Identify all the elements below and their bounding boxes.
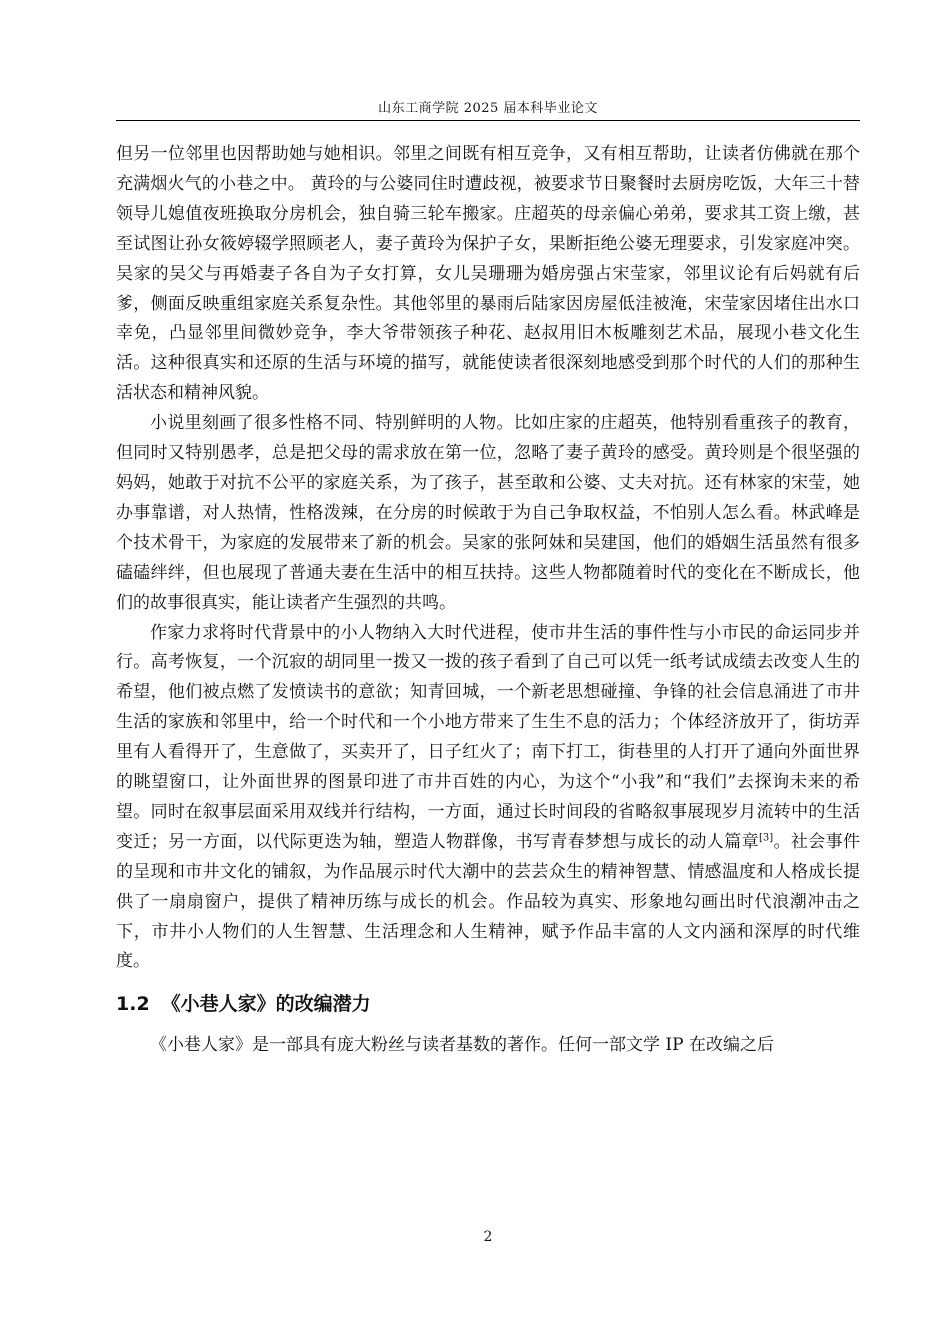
paragraph-text-part: 作家力求将时代背景中的小人物纳入大时代进程，使市井生活的事件性与小市民的命运同步并行。高考恢复，一个沉寂的胡同里一拨又一拨的孩子看到了自己可以凭一纸考试成绩去改变人生的希望，他们被点燃了发愤读书的意欲；知青回城，一个新老思想碰撞、争锋的社会信息涌进了市井生活的家族和邻里中，给一个时代和一个小地方带来了生生不息的活力；个体经济放开了，街坊弄里有人看得开了，生意做了，买卖开了，日子红火了；南下打工，街巷里的人打开了通向外面世界的眺望窗口，让外面世界的图景印进了市井百姓的内心，为这个“小我”和“我们”去探询未来的希望。同时在叙事层面采用双线并行结构，一方面，通过长时间段的省略叙事展现岁月流转中的生活变迁；另一方面，以代际更迭为轴，塑造人物群像，书写青春梦想与成长的动人篇章 bbox=[116, 622, 860, 852]
header-divider bbox=[116, 120, 860, 121]
page-number: 2 bbox=[483, 1229, 493, 1245]
section-title: 《小巷人家》的改编潜力 bbox=[161, 993, 371, 1016]
paragraph-era-background bbox=[116, 619, 860, 978]
paragraph-text-part: 。社会事件的呈现和市井文化的铺叙，为作品展示时代大潮中的芸芸众生的精神智慧、情感温度和人格成长提供了一扇扇窗户，提供了精神历练与成长的机会。作品较为真实、形象地勾画出时代浪潮冲击之下，市井小人物们的人生智慧、生活理念和人生精神，赋予作品丰富的人文内涵和深厚的时代维度。 bbox=[116, 831, 861, 972]
paragraph-continued: 但另一位邻里也因帮助她与她相识。邻里之间既有相互竞争，又有相互帮助，让读者仿佛就在那个充满烟火气的小巷之中。 黄玲的与公婆同住时遭歧视，被要求节日聚餐时去厨房吃饭，大年三十替领导儿媳值夜班换取分房机会，独自骑三轮车搬家。庄超英的母亲偏心弟弟，要求其工资上缴，甚至试图让孙女筱婷辍学照顾老人，妻子黄玲为保护子女，果断拒绝公婆无理要求，引发家庭冲突。吴家的吴父与再婚妻子各自为子女打算，女儿吴珊珊为婚房强占宋莹家，邻里议论有后妈就有后爹，侧面反映重组家庭关系复杂性。其他邻里的暴雨后陆家因房屋低洼被淹，宋莹家因堵住出水口幸免，凸显邻里间微妙竞争，李大爷带领孩子种花、赵叔用旧木板雕刻艺术品，展现小巷文化生活。这种很真实和还原的生活与环境的描写，就能使读者很深刻地感受到那个时代的人们的那种生活状态和精神风貌。 bbox=[116, 144, 860, 404]
paragraph-adaptation-intro: 《小巷人家》是一部具有庞大粉丝与读者基数的著作。任何一部文学 IP 在改编之后 bbox=[150, 1035, 774, 1056]
section-number: 1.2 bbox=[116, 993, 150, 1016]
section-heading bbox=[116, 989, 860, 1019]
body-text bbox=[116, 140, 860, 1061]
citation-reference[interactable]: [3] bbox=[758, 832, 774, 844]
paragraph-characters: 小说里刻画了很多性格不同、特别鲜明的人物。比如庄家的庄超英，他特别看重孩子的教育，但同时又特别愚孝，总是把父母的需求放在第一位，忽略了妻子黄玲的感受。黄玲则是个很坚强的妈妈，她敢于对抗不公平的家庭关系，为了孩子，甚至敢和公婆、丈夫对抗。还有林家的宋莹，她办事靠谱，对人热情，性格泼辣，在分房的时候敢于为自己争取权益，不怕别人怎么看。林武峰是个技术骨干，为家庭的发展带来了新的机会。吴家的张阿妹和吴建国，他们的婚姻生活虽然有很多磕磕绊绊，但也展现了普通夫妻在生活中的相互扶持。这些人物都随着时代的变化在不断成长，他们的故事很真实，能让读者产生强烈的共鸣。 bbox=[116, 413, 860, 613]
page-header: 山东工商学院 2025 届本科毕业论文 bbox=[378, 101, 598, 116]
